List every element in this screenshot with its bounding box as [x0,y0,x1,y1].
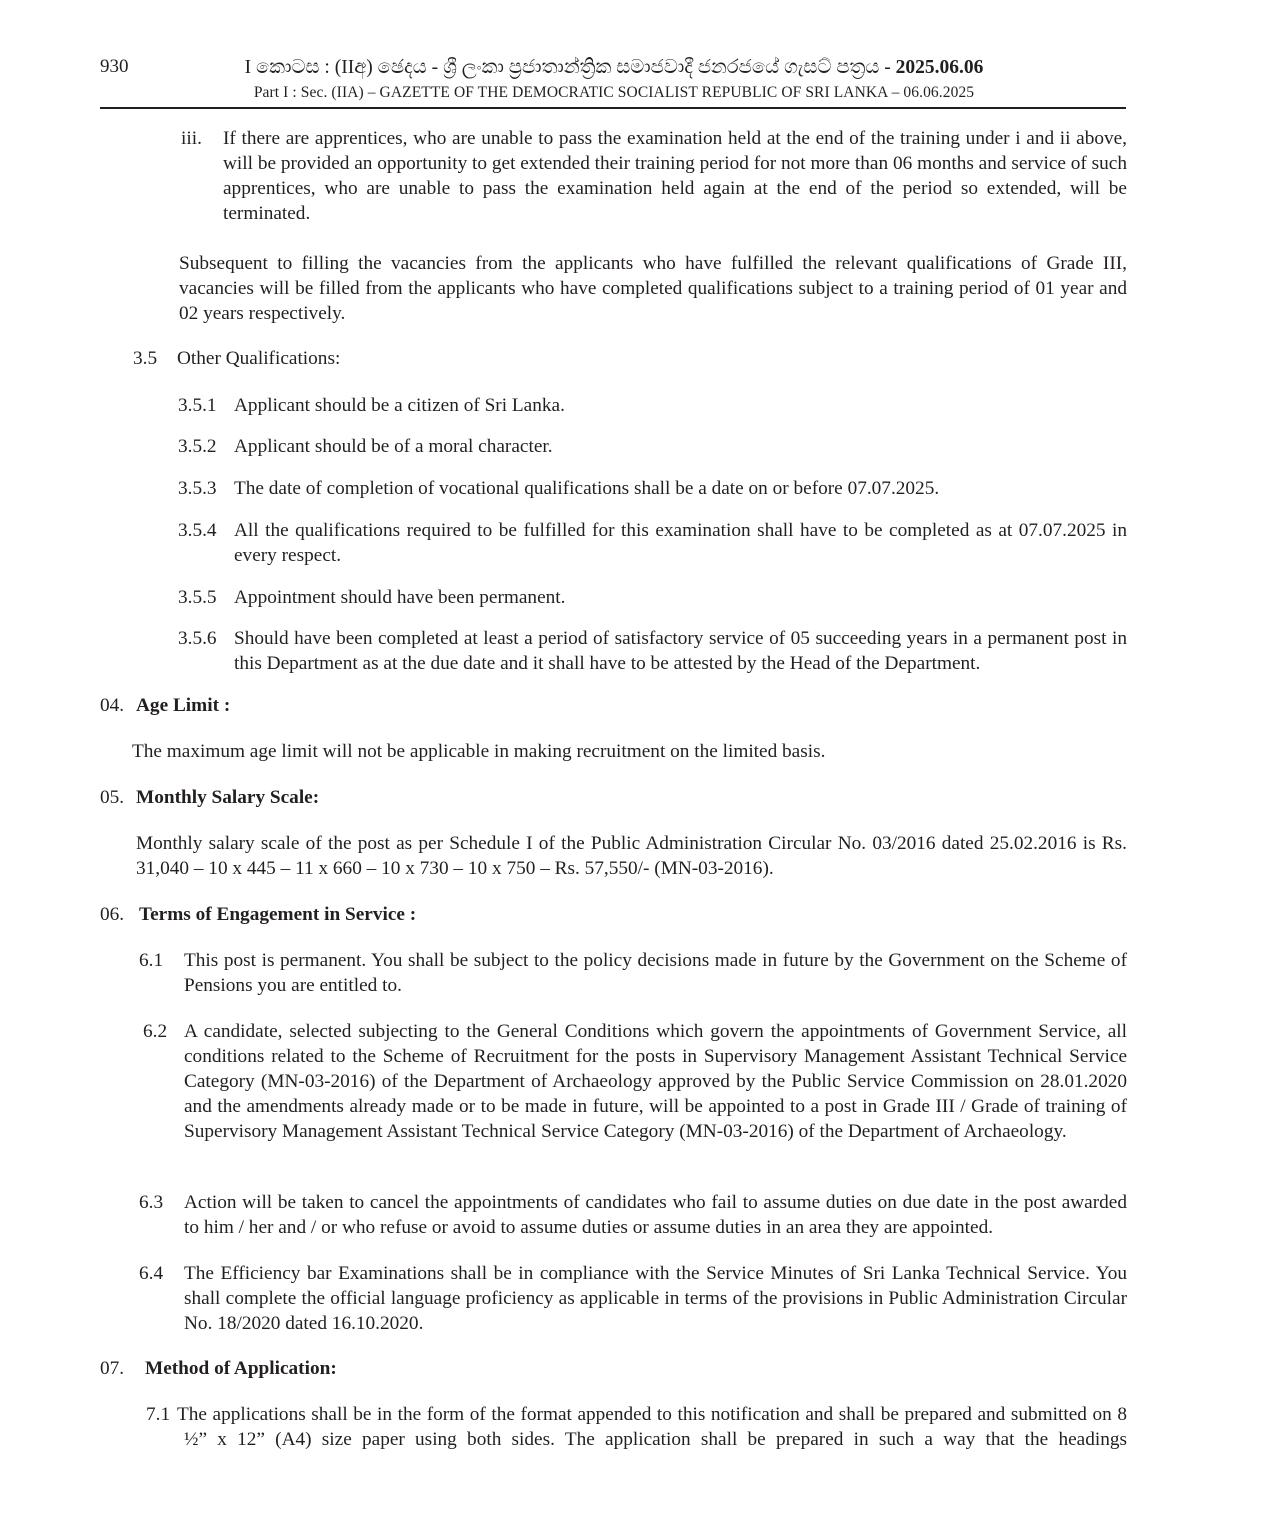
item-6-2 [143,1019,1127,1144]
item-3-5-4 [178,518,1127,568]
item-number: 7.1 [146,1404,171,1425]
section-06-heading [100,902,1127,927]
page-number: 930 [100,56,129,77]
item-number: iii. [181,128,202,149]
item-text: All the qualifications required to be fulfilled for this examination shall have to be completed as at 07.07.2025 in every respect. [234,520,1127,566]
section-number: 04. [100,695,125,716]
section-title: Other Qualifications: [177,348,341,369]
section-04-text [132,739,1127,764]
item-3-5-5 [178,585,1127,610]
item-text: Appointment should have been permanent. [234,587,566,608]
item-number: 6.4 [139,1263,164,1284]
section-04-heading [100,693,1127,718]
section-title: Terms of Engagement in Service : [139,904,417,925]
section-number: 3.5 [133,348,158,369]
item-text: If there are apprentices, who are unable to pass the examination held at the end of the training under i and ii above, will be provided an opportunity to get extended their training period for not more than 06 months and service of such apprentices, who are unable to pass the examination held again at the end of the period so extended, will be terminated. [223,128,1127,224]
item-number: 6.3 [139,1192,164,1213]
section-number: 06. [100,904,125,925]
item-number: 3.5.4 [178,520,217,541]
section-07-heading [100,1356,1127,1381]
item-text: The applications shall be in the form of the format appended to this notification and shall be prepared and submitted on 8 ½” x 12” (A4) size paper using both sides. The application shall be prepared in such a way that the headings [177,1404,1127,1450]
section-number: 05. [100,787,125,808]
header-divider [100,107,1126,109]
section-05-text [136,831,1127,881]
training-item-iii [181,126,1127,226]
section-title: Monthly Salary Scale: [136,787,320,808]
section-number: 07. [100,1358,125,1379]
item-number: 3.5.6 [178,628,217,649]
item-number: 6.1 [139,950,164,971]
item-text: The Efficiency bar Examinations shall be in compliance with the Service Minutes of Sri Lanka Technical Service. You shall complete the official language proficiency as applicable in terms of the provisions in Public Administration Circular No. 18/2020 dated 16.10.2020. [184,1263,1127,1334]
paragraph-text: The maximum age limit will not be applicable in making recruitment on the limited basis. [132,741,826,762]
item-3-5-1 [178,393,1127,418]
section-title: Method of Application: [145,1358,337,1379]
section-05-heading [100,785,1127,810]
item-6-4 [139,1261,1127,1336]
english-header: Part I : Sec. (IIA) – GAZETTE OF THE DEMOCRATIC SOCIALIST REPUBLIC OF SRI LANKA – 06.06.2025 [253,84,975,101]
item-number: 3.5.2 [178,436,217,457]
item-text: Action will be taken to cancel the appointments of candidates who fail to assume duties on due date in the post awarded to him / her and / or who refuse or avoid to assume duties or assume duties in an area they are appointed. [184,1192,1127,1238]
paragraph-text: Subsequent to filling the vacancies from the applicants who have fulfilled the relevant qualifications of Grade III, vacancies will be filled from the applicants who have completed qualifications subject to a training period of 01 year and 02 years respectively. [179,253,1127,324]
sinhala-header [180,55,1048,81]
item-3-5-6 [178,626,1127,676]
item-number: 3.5.1 [178,395,217,416]
item-text: A candidate, selected subjecting to the General Conditions which govern the appointments of Government Service, all conditions related to the Scheme of Recruitment for the posts in Supervisory Management Assistant Technical Service Category (MN-03-2016) of the Department of Archaeology approved by the Public Service Commission on 28.01.2020 and the amendments already made or to be made in future, will be appointed to a post in Grade III / Grade of training of Supervisory Management Assistant Technical Service Category (MN-03-2016) of the Department of Archaeology. [184,1021,1127,1142]
item-text: Applicant should be a citizen of Sri Lanka. [234,395,565,416]
item-number: 6.2 [143,1021,168,1042]
item-6-1 [139,948,1127,998]
sinhala-header-title: I කොටස : (IIඅ) ඡෙදය - ශ්‍රී ලංකා ප්‍රජාතාන්ත්‍රික සමාජවාදී ජනරජයේ ගැසට් පත්‍රය - [244,57,891,78]
sinhala-header-date: 2025.06.06 [895,57,984,78]
item-number: 3.5.5 [178,587,217,608]
section-title: Age Limit : [136,695,231,716]
item-text: This post is permanent. You shall be subject to the policy decisions made in future by the Government on the Scheme of Pensions you are entitled to. [184,950,1127,996]
section-3-5-heading [133,346,1127,371]
item-number: 3.5.3 [178,478,217,499]
subsequent-paragraph [179,251,1127,326]
item-text: Should have been completed at least a period of satisfactory service of 05 succeeding years in a permanent post in this Department as at the due date and it shall have to be attested by the Head of the Department. [234,628,1127,674]
item-6-3 [139,1190,1127,1240]
paragraph-text: Monthly salary scale of the post as per Schedule I of the Public Administration Circular No. 03/2016 dated 25.02.2016 is Rs. 31,040 – 10 x 445 – 11 x 660 – 10 x 730 – 10 x 750 – Rs. 57,550/- (MN-03-2016). [136,833,1127,879]
item-3-5-2 [178,434,1127,459]
item-7-1 [146,1402,1127,1452]
item-3-5-3 [178,476,1127,501]
item-text: Applicant should be of a moral character. [234,436,553,457]
item-text: The date of completion of vocational qualifications shall be a date on or before 07.07.2025. [234,478,940,499]
